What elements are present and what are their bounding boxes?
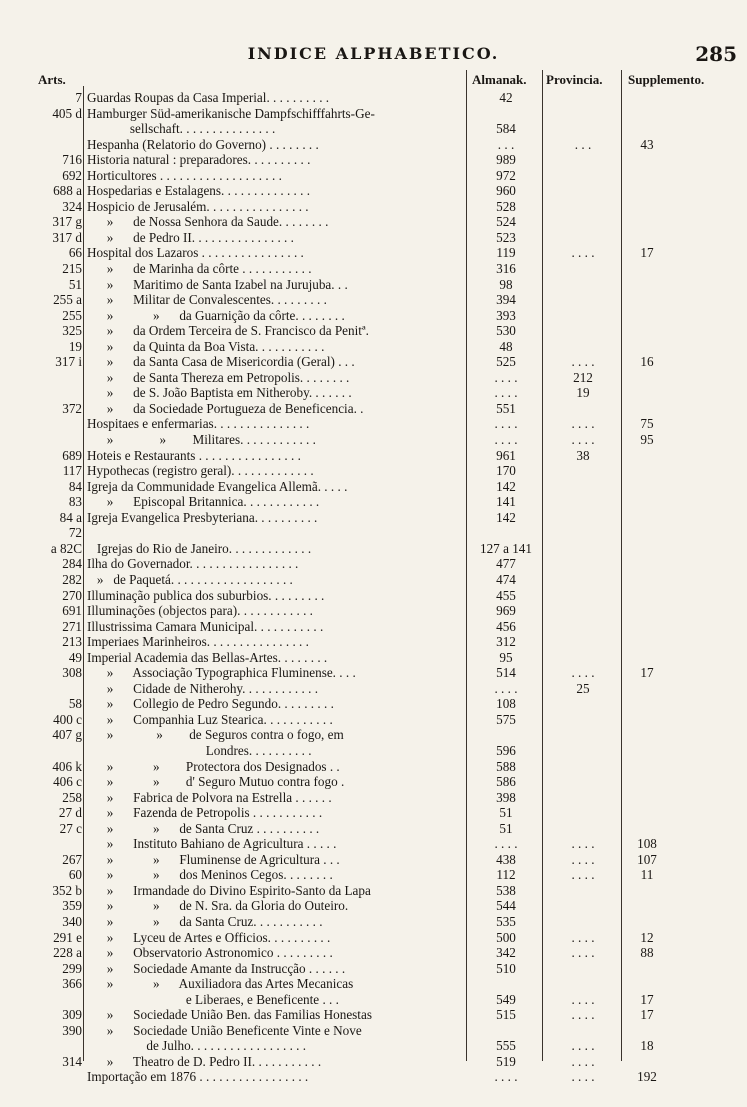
row-almanak-page: 142: [496, 478, 516, 494]
row-almanak-page: 500: [496, 929, 516, 945]
row-art-number: 19: [68, 338, 82, 354]
row-description: » Sociedade Amante da Instrucção . . . . . .: [87, 960, 346, 976]
row-art-number: 255: [62, 307, 82, 323]
row-description: » Instituto Bahiano de Agricultura . . . . .: [87, 836, 337, 852]
row-art-number: 282: [62, 571, 82, 587]
row-almanak-page: 394: [496, 292, 516, 308]
row-art-number: 352 b: [52, 882, 82, 898]
row-art-number: 366: [62, 976, 82, 992]
row-description: » de Pedro II. . . . . . . . . . . . . . . .: [87, 229, 294, 245]
row-provincia-page: . . . .: [571, 836, 595, 852]
row-provincia-page: . . . .: [571, 851, 595, 867]
index-row: [0, 727, 747, 743]
row-almanak-page: 961: [496, 447, 516, 463]
row-description: Hypothecas (registro geral). . . . . . . . . . . . .: [87, 463, 314, 479]
index-row: [0, 323, 747, 339]
row-description: Ilha do Governador. . . . . . . . . . . . . . . . .: [87, 556, 299, 572]
row-art-number: 324: [62, 198, 82, 214]
index-entries: [0, 90, 747, 1085]
index-row: [0, 137, 747, 153]
row-almanak-page: 477: [496, 556, 516, 572]
row-description: Igreja da Communidade Evangelica Allemã. . . . .: [87, 478, 348, 494]
row-art-number: 267: [62, 851, 82, 867]
row-description: » » Protectora dos Designados . .: [87, 758, 340, 774]
index-row: [0, 634, 747, 650]
row-art-number: 309: [62, 1007, 82, 1023]
row-art-number: 400 c: [53, 711, 82, 727]
row-provincia-page: . . . .: [571, 1069, 595, 1085]
row-description: Hamburger Süd-amerikanische Dampfschifffahrts-Ge-: [87, 105, 375, 121]
row-art-number: a 82C: [50, 540, 82, 556]
row-provincia-page: . . . .: [571, 245, 595, 261]
index-row: [0, 230, 747, 246]
row-almanak-page: . . . .: [494, 680, 518, 696]
row-art-number: 406 c: [53, 774, 82, 790]
row-almanak-page: 588: [496, 758, 516, 774]
index-row: [0, 883, 747, 899]
row-art-number: 314: [62, 1053, 82, 1069]
row-provincia-page: . . . .: [571, 1053, 595, 1069]
index-row: [0, 277, 747, 293]
row-art-number: 228 a: [53, 945, 82, 961]
index-row: [0, 214, 747, 230]
row-almanak-page: 523: [496, 229, 516, 245]
row-almanak-page: 538: [496, 882, 516, 898]
row-description: Importação em 1876 . . . . . . . . . . . . . . . . .: [87, 1069, 309, 1085]
index-row: [0, 354, 747, 370]
index-row: [0, 961, 747, 977]
row-art-number: 258: [62, 789, 82, 805]
row-provincia-page: . . . .: [571, 665, 595, 681]
row-almanak-page: . . . .: [494, 1069, 518, 1085]
row-almanak-page: 535: [496, 913, 516, 929]
row-art-number: 372: [62, 400, 82, 416]
index-row: [0, 401, 747, 417]
page-number: 285: [695, 42, 737, 66]
row-art-number: 58: [68, 696, 82, 712]
index-row: [0, 168, 747, 184]
row-art-number: 291 e: [53, 929, 82, 945]
row-description: » » de Santa Cruz . . . . . . . . . .: [87, 820, 320, 836]
index-row: [0, 245, 747, 261]
index-row: [0, 650, 747, 666]
index-row: [0, 463, 747, 479]
row-art-number: 213: [62, 634, 82, 650]
row-description: Guardas Roupas da Casa Imperial. . . . . . . . . .: [87, 90, 330, 105]
index-row: [0, 308, 747, 324]
row-description: Igrejas do Rio de Janeiro. . . . . . . . . . . . .: [87, 540, 312, 556]
index-row: [0, 836, 747, 852]
row-description: Hoteis e Restaurants . . . . . . . . . . . . . . . .: [87, 447, 301, 463]
row-almanak-page: 112: [496, 867, 516, 883]
row-description: » da Sociedade Portugueza de Beneficencia. .: [87, 400, 364, 416]
row-provincia-page: . . . .: [571, 991, 595, 1007]
row-almanak-page: . . . .: [494, 369, 518, 385]
row-art-number: 84: [68, 478, 82, 494]
index-row: [0, 1054, 747, 1070]
row-almanak-page: 456: [496, 618, 516, 634]
row-art-number: 325: [62, 323, 82, 339]
index-row: [0, 106, 747, 122]
row-description: » Irmandade do Divino Espirito-Santo da Lapa: [87, 882, 371, 898]
row-provincia-page: 212: [573, 369, 593, 385]
row-almanak-page: 549: [496, 991, 516, 1007]
row-art-number: 317 i: [55, 354, 82, 370]
index-row: [0, 261, 747, 277]
row-almanak-page: 515: [496, 1007, 516, 1023]
row-art-number: 688 a: [53, 183, 82, 199]
index-row: [0, 852, 747, 868]
page-title: INDICE ALPHABETICO.: [247, 44, 500, 63]
row-supplemento-page: 107: [637, 851, 657, 867]
index-row: [0, 385, 747, 401]
row-description: » Associação Typographica Fluminense. . . .: [87, 665, 356, 681]
row-almanak-page: 95: [499, 649, 513, 665]
row-almanak-page: 575: [496, 711, 516, 727]
row-art-number: 689: [62, 447, 82, 463]
row-almanak-page: 586: [496, 774, 516, 790]
row-art-number: 255 a: [53, 292, 82, 308]
row-art-number: 49: [68, 649, 82, 665]
row-art-number: 60: [68, 867, 82, 883]
index-row: [0, 945, 747, 961]
row-almanak-page: 474: [496, 571, 516, 587]
index-row: [0, 90, 747, 106]
row-description: Horticultores . . . . . . . . . . . . . . . . . . .: [87, 167, 282, 183]
row-provincia-page: . . . .: [571, 929, 595, 945]
index-row: [0, 743, 747, 759]
row-supplemento-page: 17: [640, 665, 654, 681]
row-art-number: 390: [62, 1022, 82, 1038]
row-art-number: 308: [62, 665, 82, 681]
index-row: [0, 479, 747, 495]
index-row: [0, 572, 747, 588]
row-description: » Sociedade União Ben. das Familias Honestas: [87, 1007, 372, 1023]
row-supplemento-page: 43: [640, 136, 654, 152]
row-provincia-page: . . . .: [571, 416, 595, 432]
index-row: [0, 1023, 747, 1039]
index-row: [0, 603, 747, 619]
row-almanak-page: 972: [496, 167, 516, 183]
index-row: [0, 821, 747, 837]
row-almanak-page: 969: [496, 603, 516, 619]
index-row: [0, 992, 747, 1008]
row-supplemento-page: 17: [640, 991, 654, 1007]
row-description: Hespanha (Relatorio do Governo) . . . . . . . .: [87, 136, 319, 152]
row-description: » » da Guarnição da côrte. . . . . . . .: [87, 307, 345, 323]
row-art-number: 83: [68, 494, 82, 510]
row-almanak-page: 551: [496, 400, 516, 416]
row-description: » de Marinha da côrte . . . . . . . . . . .: [87, 261, 312, 277]
row-almanak-page: 142: [496, 509, 516, 525]
row-art-number: 406 k: [52, 758, 82, 774]
row-art-number: 405 d: [52, 105, 82, 121]
row-art-number: 117: [62, 463, 82, 479]
row-provincia-page: . . . .: [571, 867, 595, 883]
index-row: [0, 183, 747, 199]
index-row: [0, 556, 747, 572]
row-provincia-page: . . .: [574, 136, 592, 152]
row-almanak-page: . . . .: [494, 432, 518, 448]
index-row: [0, 976, 747, 992]
row-description: Hospedarias e Estalagens. . . . . . . . . . . . . .: [87, 183, 311, 199]
row-supplemento-page: 75: [640, 416, 654, 432]
row-art-number: 317 d: [52, 229, 82, 245]
column-header-arts: Arts.: [38, 72, 66, 87]
row-almanak-page: 510: [496, 960, 516, 976]
column-header-provincia: Provincia.: [546, 72, 603, 87]
row-art-number: 27 c: [59, 820, 82, 836]
row-almanak-page: . . . .: [494, 836, 518, 852]
row-description: Historia natural : preparadores. . . . . . . . . .: [87, 152, 311, 168]
row-art-number: 270: [62, 587, 82, 603]
row-art-number: 284: [62, 556, 82, 572]
row-art-number: 215: [62, 261, 82, 277]
row-provincia-page: . . . .: [571, 945, 595, 961]
row-description: » de S. João Baptista em Nitheroby. . . . . . .: [87, 385, 352, 401]
row-almanak-page: 42: [499, 90, 513, 105]
row-almanak-page: 544: [496, 898, 516, 914]
row-description: » Fazenda de Petropolis . . . . . . . . . . .: [87, 805, 323, 821]
index-row: [0, 292, 747, 308]
row-description: Illuminação publica dos suburbios. . . . . . . . .: [87, 587, 325, 603]
row-description: » de Paquetá. . . . . . . . . . . . . . . . . . .: [87, 571, 293, 587]
row-almanak-page: . . . .: [494, 416, 518, 432]
row-almanak-page: 312: [496, 634, 516, 650]
row-description: Hospicio de Jerusalém. . . . . . . . . . . . . . . .: [87, 198, 309, 214]
index-row: [0, 1038, 747, 1054]
row-description: » Observatorio Astronomico . . . . . . . . .: [87, 945, 333, 961]
index-row: [0, 696, 747, 712]
row-art-number: 72: [68, 525, 82, 541]
index-row: [0, 541, 747, 557]
row-description: Igreja Evangelica Presbyteriana. . . . . . . . . .: [87, 509, 318, 525]
row-almanak-page: 316: [496, 261, 516, 277]
row-almanak-page: 455: [496, 587, 516, 603]
row-supplemento-page: 17: [640, 1007, 654, 1023]
row-provincia-page: 19: [576, 385, 590, 401]
index-row: [0, 805, 747, 821]
row-almanak-page: 342: [496, 945, 516, 961]
row-art-number: 271: [62, 618, 82, 634]
row-description: » » d' Seguro Mutuo contra fogo .: [87, 774, 345, 790]
row-supplemento-page: 108: [637, 836, 657, 852]
index-row: [0, 759, 747, 775]
row-almanak-page: . . .: [497, 136, 515, 152]
row-art-number: 7: [75, 90, 82, 105]
index-row: [0, 930, 747, 946]
row-description: » de Nossa Senhora da Saude. . . . . . . .: [87, 214, 329, 230]
row-description: » Lyceu de Artes e Officios. . . . . . . . . .: [87, 929, 331, 945]
index-row: [0, 432, 747, 448]
row-description: » » de Seguros contra o fogo, em: [87, 727, 344, 743]
row-description: Londres. . . . . . . . . .: [87, 742, 312, 758]
index-row: [0, 494, 747, 510]
row-provincia-page: 38: [576, 447, 590, 463]
row-description: » da Quinta da Boa Vista. . . . . . . . . . .: [87, 338, 325, 354]
row-almanak-page: 989: [496, 152, 516, 168]
row-description: sellschaft. . . . . . . . . . . . . . .: [87, 121, 276, 137]
row-art-number: 340: [62, 913, 82, 929]
index-row: [0, 370, 747, 386]
index-row: [0, 619, 747, 635]
row-almanak-page: 108: [496, 696, 516, 712]
index-row: [0, 339, 747, 355]
row-almanak-page: 51: [499, 820, 513, 836]
index-row: [0, 681, 747, 697]
row-description: Hospital dos Lazaros . . . . . . . . . . . . . . . .: [87, 245, 304, 261]
row-almanak-page: 555: [496, 1038, 516, 1054]
row-almanak-page: 127 a 141: [479, 540, 532, 556]
row-almanak-page: 530: [496, 323, 516, 339]
row-almanak-page: 525: [496, 354, 516, 370]
row-provincia-page: . . . .: [571, 1007, 595, 1023]
row-description: » Episcopal Britannica. . . . . . . . . . . .: [87, 494, 320, 510]
row-description: » Militar de Convalescentes. . . . . . . . .: [87, 292, 327, 308]
row-provincia-page: . . . .: [571, 1038, 595, 1054]
row-art-number: 716: [62, 152, 82, 168]
row-almanak-page: 398: [496, 789, 516, 805]
row-description: » » da Santa Cruz. . . . . . . . . . .: [87, 913, 323, 929]
index-row: [0, 774, 747, 790]
row-art-number: 299: [62, 960, 82, 976]
index-row: [0, 152, 747, 168]
index-row: [0, 199, 747, 215]
index-row: [0, 914, 747, 930]
column-header-almanak: Almanak.: [472, 72, 527, 87]
row-description: » » de N. Sra. da Gloria do Outeiro.: [87, 898, 349, 914]
row-description: e Liberaes, e Beneficente . . .: [87, 991, 339, 1007]
row-almanak-page: 519: [496, 1053, 516, 1069]
row-almanak-page: 141: [496, 494, 516, 510]
index-row: [0, 121, 747, 137]
row-description: » da Santa Casa de Misericordia (Geral) . . .: [87, 354, 355, 370]
row-description: » de Santa Thereza em Petropolis. . . . . . . .: [87, 369, 350, 385]
row-almanak-page: 528: [496, 198, 516, 214]
row-art-number: 84 a: [59, 509, 82, 525]
index-row: [0, 867, 747, 883]
row-description: Imperiaes Marinheiros. . . . . . . . . . . . . . . .: [87, 634, 309, 650]
row-description: » Collegio de Pedro Segundo. . . . . . . . .: [87, 696, 334, 712]
row-almanak-page: 393: [496, 307, 516, 323]
row-almanak-page: 596: [496, 742, 516, 758]
row-description: » » Fluminense de Agricultura . . .: [87, 851, 340, 867]
row-description: » Theatro de D. Pedro II. . . . . . . . . . .: [87, 1053, 322, 1069]
row-almanak-page: 960: [496, 183, 516, 199]
row-description: de Julho. . . . . . . . . . . . . . . . . .: [87, 1038, 307, 1054]
row-description: » » Auxiliadora das Artes Mecanicas: [87, 976, 354, 992]
row-description: Imperial Academia das Bellas-Artes. . . . . . . .: [87, 649, 328, 665]
row-almanak-page: 51: [499, 805, 513, 821]
row-supplemento-page: 88: [640, 945, 654, 961]
row-art-number: 691: [62, 603, 82, 619]
row-supplemento-page: 17: [640, 245, 654, 261]
row-description: » Fabrica de Polvora na Estrella . . . . . .: [87, 789, 332, 805]
row-description: » » dos Meninos Cegos. . . . . . . .: [87, 867, 333, 883]
row-description: » da Ordem Terceira de S. Francisco da Penitª.: [87, 323, 369, 339]
row-description: » » Militares. . . . . . . . . . . .: [87, 432, 316, 448]
row-art-number: 27 d: [58, 805, 82, 821]
row-supplemento-page: 11: [640, 867, 654, 883]
index-row: [0, 1069, 747, 1085]
row-art-number: 692: [62, 167, 82, 183]
row-description: » Sociedade União Beneficente Vinte e Nove: [87, 1022, 362, 1038]
row-almanak-page: 524: [496, 214, 516, 230]
row-art-number: 51: [68, 276, 82, 292]
index-row: [0, 510, 747, 526]
row-supplemento-page: 16: [640, 354, 654, 370]
row-art-number: 407 g: [52, 727, 82, 743]
row-description: » Maritimo de Santa Izabel na Jurujuba. . .: [87, 276, 348, 292]
row-almanak-page: 48: [499, 338, 513, 354]
index-row: [0, 665, 747, 681]
column-header-supplemento: Supplemento.: [628, 72, 705, 87]
index-row: [0, 416, 747, 432]
row-almanak-page: 438: [496, 851, 516, 867]
row-almanak-page: 584: [496, 121, 516, 137]
row-almanak-page: 119: [496, 245, 516, 261]
row-provincia-page: 25: [576, 680, 590, 696]
index-row: [0, 790, 747, 806]
row-provincia-page: . . . .: [571, 354, 595, 370]
index-row: [0, 588, 747, 604]
row-almanak-page: 514: [496, 665, 516, 681]
row-almanak-page: 170: [496, 463, 516, 479]
row-description: » Cidade de Nitherohy. . . . . . . . . . . .: [87, 680, 318, 696]
row-supplemento-page: 12: [640, 929, 654, 945]
row-description: Illustrissima Camara Municipal. . . . . . . . . . .: [87, 618, 324, 634]
row-supplemento-page: 18: [640, 1038, 654, 1054]
row-description: Illuminações (objectos para). . . . . . . . . . . .: [87, 603, 313, 619]
index-row: [0, 898, 747, 914]
row-description: Hospitaes e enfermarias. . . . . . . . . . . . . . .: [87, 416, 310, 432]
row-almanak-page: . . . .: [494, 385, 518, 401]
row-art-number: 66: [68, 245, 82, 261]
row-supplemento-page: 192: [637, 1069, 657, 1085]
row-art-number: 317 g: [52, 214, 82, 230]
index-row: [0, 448, 747, 464]
row-provincia-page: . . . .: [571, 432, 595, 448]
row-almanak-page: 98: [499, 276, 513, 292]
row-art-number: 359: [62, 898, 82, 914]
index-row: [0, 1007, 747, 1023]
row-description: » Companhia Luz Stearica. . . . . . . . . . .: [87, 711, 333, 727]
row-supplemento-page: 95: [640, 432, 654, 448]
index-row: [0, 712, 747, 728]
index-row: [0, 525, 747, 541]
